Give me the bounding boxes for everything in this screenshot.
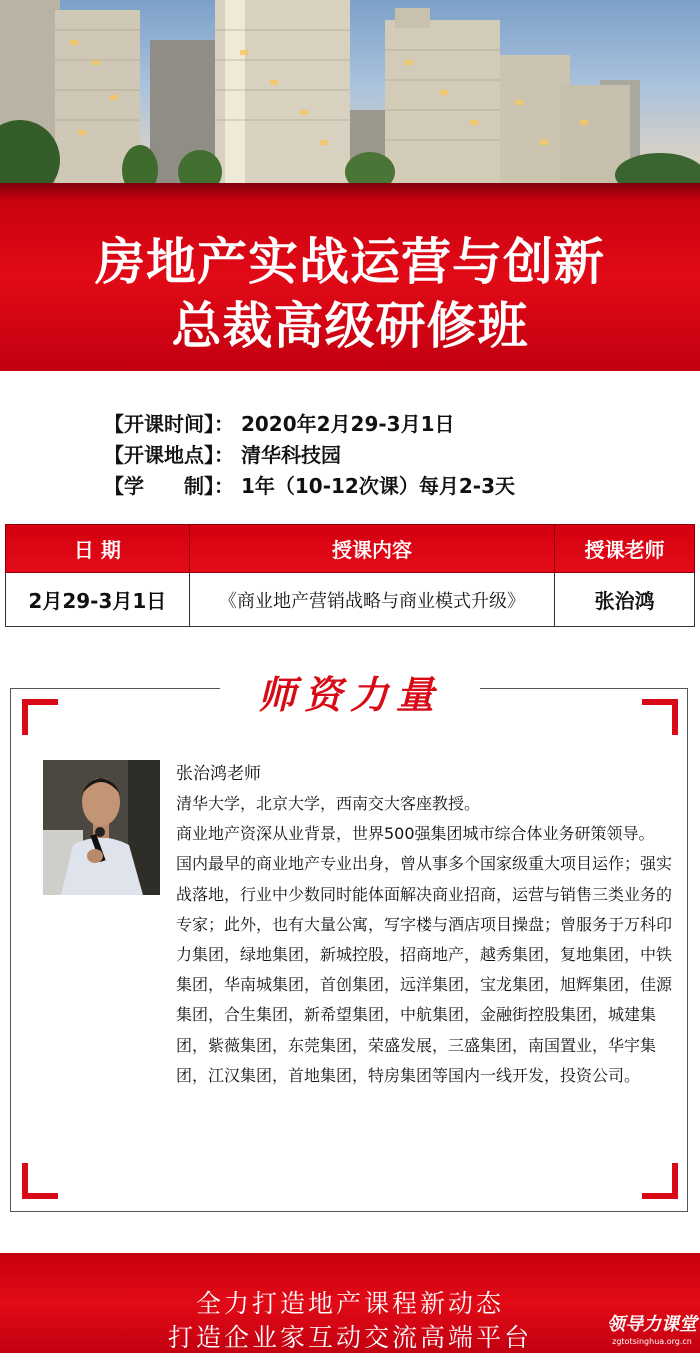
hero-buildings-image bbox=[0, 0, 700, 188]
info-duration bbox=[104, 470, 515, 499]
logo-text: 领导力课堂 bbox=[607, 1314, 697, 1335]
info-start-time bbox=[104, 408, 455, 437]
teacher-name: 张治鸿老师 bbox=[176, 764, 261, 784]
brand-logo bbox=[604, 1314, 700, 1353]
bio-paragraph: 清华大学，北京大学，西南交大客座教授。 bbox=[176, 794, 481, 813]
cell-content: 《商业地产营销战略与商业模式升级》 bbox=[189, 573, 554, 627]
info-label: 【学 制】 bbox=[104, 474, 214, 498]
info-value: 1年（10-12次课）每月2-3天 bbox=[240, 474, 515, 498]
bio-paragraph: 商业地产资深从业背景，世界500强集团城市综合体业务研策领导。 bbox=[176, 824, 655, 844]
faculty-heading: 师资力量 bbox=[257, 672, 442, 717]
cell-teacher: 张治鸿 bbox=[555, 573, 695, 627]
banner-shadow bbox=[0, 183, 700, 201]
course-title-line2: 总裁高级研修班 bbox=[171, 297, 529, 355]
schedule-table bbox=[5, 524, 695, 627]
info-sep: ： bbox=[214, 474, 234, 498]
footer-slogan-2: 打造企业家互动交流高端平台 bbox=[167, 1323, 532, 1352]
info-sep: ： bbox=[214, 443, 234, 467]
info-value: 清华科技园 bbox=[240, 443, 341, 467]
column-header-date: 日 期 bbox=[6, 525, 190, 573]
info-sep: ： bbox=[214, 412, 234, 436]
corner-decoration bbox=[22, 1163, 58, 1199]
teacher-bio bbox=[176, 789, 676, 1091]
info-value: 2020年2月29-3月1日 bbox=[240, 412, 455, 436]
info-label: 【开课时间】 bbox=[104, 412, 214, 436]
bio-paragraph: 国内最早的商业地产专业出身，曾从事多个国家级重大项目运作；强实战落地，行业中少数同时能体面解决商业招商，运营与销售三类业务的专家；此外，也有大量公寓，写字楼与酒店项目操盘；曾服务于万科印力集团，绿地集团，新城控股，招商地产，越秀集团，复地集团，中铁集团，华南城集团，首创集团，远洋集团，宝龙集团，旭辉集团，佳源集团，合生集团，新希望集团，中航集团，金融街控股集团，城建集团，紫薇集团，东莞集团，荣盛发展，三盛集团，南国置业，华宇集团，江汉集团，首地集团，特房集团等国内一线开发，投资公司。 bbox=[176, 854, 673, 1085]
course-title-line1: 房地产实战运营与创新 bbox=[95, 233, 605, 291]
info-label: 【开课地点】 bbox=[104, 443, 214, 467]
footer-slogan-1: 全力打造地产课程新动态 bbox=[195, 1289, 504, 1318]
column-header-teacher: 授课老师 bbox=[555, 525, 695, 573]
teacher-photo bbox=[43, 760, 160, 895]
logo-url: zgtotsinghua.org.cn bbox=[612, 1337, 692, 1346]
table-row bbox=[6, 573, 695, 627]
cell-date: 2月29-3月1日 bbox=[6, 573, 190, 627]
column-header-content: 授课内容 bbox=[189, 525, 554, 573]
table-header-row bbox=[6, 525, 695, 573]
corner-decoration bbox=[642, 1163, 678, 1199]
info-location bbox=[104, 439, 341, 468]
